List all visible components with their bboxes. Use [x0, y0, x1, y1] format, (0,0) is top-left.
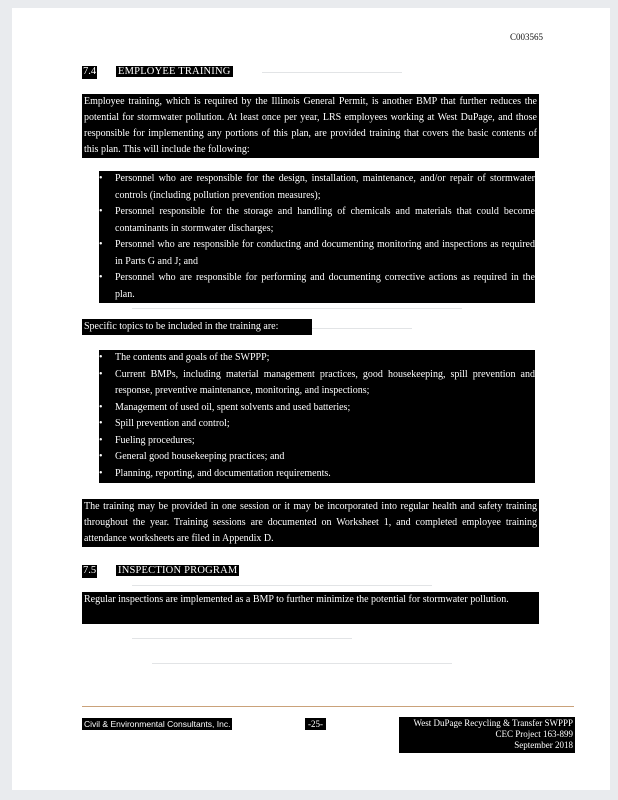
list-item: • Fueling procedures; [99, 433, 535, 450]
footer-report-title: West DuPage Recycling & Transfer SWPPP [413, 718, 573, 728]
list-item: • The contents and goals of the SWPPP; [99, 350, 535, 367]
topics-intro: Specific topics to be included in the training are: [82, 319, 312, 335]
section-heading-training [82, 66, 382, 80]
personnel-list [99, 171, 535, 303]
list-item: • General good housekeeping practices; and [99, 449, 535, 466]
bullet-icon: • [99, 368, 103, 380]
bullet-icon: • [99, 173, 103, 184]
list-item: • Management of used oil, spent solvents and used batteries; [99, 400, 535, 417]
training-intro-paragraph: Employee training, which is required by the Illinois General Permit, is another BMP that further reduces the potential for stormwater pollution. At least once per year, LRS employees working at West DuPage, and those responsible for implementing any portions of this plan, are provided training that covers the basic contents of this plan. This will include the following: [82, 94, 539, 158]
section-number: 7.4 [83, 66, 97, 77]
bullet-icon: • [99, 451, 103, 462]
footer-report-info [399, 717, 575, 753]
show-through-line [132, 638, 352, 639]
bates-stamp: C003565 [510, 32, 544, 42]
show-through-line [132, 585, 432, 586]
footer-project-number: CEC Project 163-899 [495, 729, 573, 739]
section-number: 7.5 [83, 565, 97, 576]
footer-date: September 2018 [514, 740, 573, 750]
document-page [12, 8, 610, 790]
show-through-line [152, 663, 452, 664]
section-heading-inspection [82, 565, 382, 579]
list-item: • Personnel who are responsible for conducting and documenting monitoring and inspections as required in Parts G and J; and [99, 239, 535, 267]
bullet-icon: • [99, 434, 103, 446]
list-item: • Spill prevention and control; [99, 416, 535, 433]
list-item: • Personnel who are responsible for performing and documenting corrective actions as required in the plan. [99, 272, 535, 300]
show-through-line [132, 308, 462, 309]
bullet-icon: • [99, 418, 103, 429]
topics-list [99, 350, 535, 483]
section-title: EMPLOYEE TRAINING [118, 66, 231, 77]
inspection-text: Regular inspections are implemented as a BMP to further minimize the potential for stormwater pollution. [84, 594, 509, 605]
bullet-icon: • [99, 272, 103, 283]
list-item: • Current BMPs, including material management practices, good housekeeping, spill prevention and response, preventive maintenance, monitoring, and inspections; [99, 368, 535, 396]
bullet-icon: • [99, 467, 103, 479]
footer-rule [82, 706, 574, 707]
bullet-icon: • [99, 239, 103, 250]
footer-company: Civil & Environmental Consultants, Inc. [84, 719, 231, 729]
list-item: • Personnel responsible for the storage and handling of chemicals and materials that could become contaminants in stormwater discharges; [99, 206, 535, 234]
bullet-icon: • [99, 206, 103, 217]
bullet-icon: • [99, 401, 103, 413]
bullet-icon: • [99, 352, 103, 363]
list-item: • Planning, reporting, and documentation requirements. [99, 466, 535, 483]
inspection-paragraph [82, 592, 539, 624]
footer-page-number: -25- [305, 718, 326, 730]
section-title: INSPECTION PROGRAM [118, 565, 238, 576]
training-note-paragraph: The training may be provided in one session or it may be incorporated into regular health and safety training throughout the year. Training sessions are documented on Worksheet 1, and completed employee training attendance worksheets are filed in Appendix D. [82, 499, 539, 547]
list-item: • Personnel who are responsible for the design, installation, maintenance, and/or repair of stormwater controls (including pollution prevention measures); [99, 173, 535, 201]
